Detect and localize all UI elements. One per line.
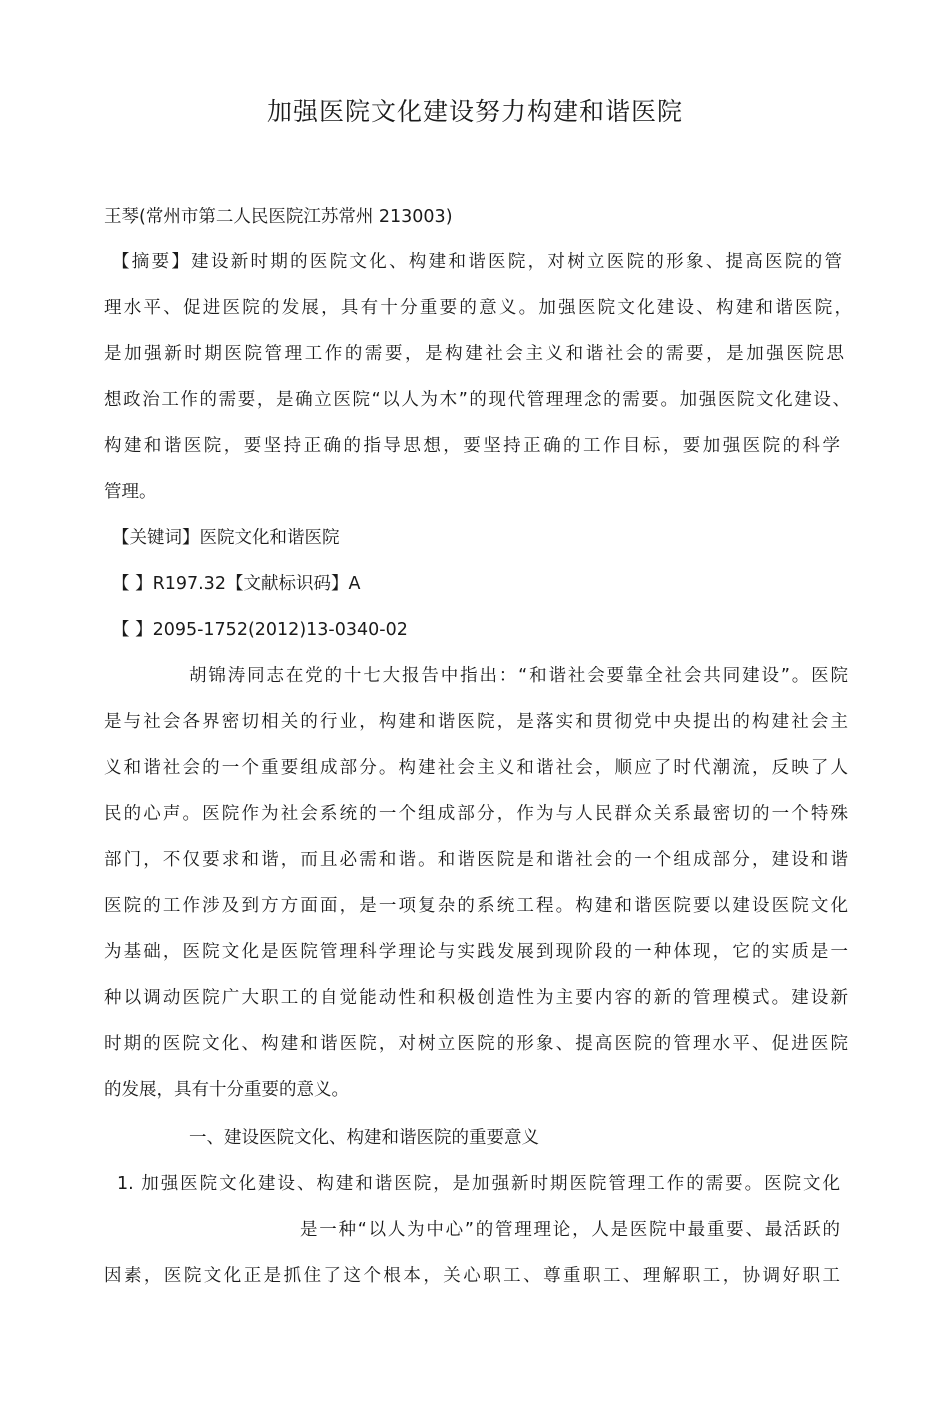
body-line: 部门，不仅要求和谐，而且必需和谐。和谐医院是和谐社会的一个组成部分，建设和谐 bbox=[104, 850, 848, 870]
abstract-line: 想政治工作的需要，是确立医院“以人为木”的现代管理理念的需要。加强医院文化建设、 bbox=[104, 390, 850, 410]
body-line: 医院的工作涉及到方方面面，是一项复杂的系统工程。构建和谐医院要以建设医院文化 bbox=[104, 896, 848, 916]
body-line: 为基础，医院文化是医院管理科学理论与实践发展到现阶段的一种体现，它的实质是一 bbox=[104, 942, 848, 962]
abstract-line: 管理。 bbox=[104, 482, 157, 502]
body-line: 胡锦涛同志在党的十七大报告中指出：“和谐社会要靠全社会共同建设”。医院 bbox=[189, 666, 848, 686]
classification-number: 【 】R197.32【文献标识码】A bbox=[112, 574, 361, 594]
point-line: 是一种“以人为中心”的管理理论，人是医院中最重要、最活跃的 bbox=[300, 1220, 840, 1240]
point-line: 1. 加强医院文化建设、构建和谐医院，是加强新时期医院管理工作的需要。医院文化 bbox=[117, 1174, 840, 1194]
article-id: 【 】2095-1752(2012)13-0340-02 bbox=[112, 620, 408, 640]
body-line: 种以调动医院广大职工的自觉能动性和积极创造性为主要内容的新的管理模式。建设新 bbox=[104, 988, 848, 1008]
abstract-line: 理水平、促进医院的发展，具有十分重要的意义。加强医院文化建设、构建和谐医院， bbox=[104, 298, 852, 318]
body-line: 义和谐社会的一个重要组成部分。构建社会主义和谐社会，顺应了时代潮流，反映了人 bbox=[104, 758, 848, 778]
keywords: 【关键词】医院文化和谐医院 bbox=[112, 528, 340, 548]
abstract-line: 构建和谐医院，要坚持正确的指导思想，要坚持正确的工作目标，要加强医院的科学 bbox=[104, 436, 840, 456]
point-line: 因素，医院文化正是抓住了这个根本，关心职工、尊重职工、理解职工，协调好职工 bbox=[104, 1266, 840, 1286]
abstract-line: 是加强新时期医院管理工作的需要，是构建社会主义和谐社会的需要，是加强医院思 bbox=[104, 344, 844, 364]
body-line: 的发展，具有十分重要的意义。 bbox=[104, 1080, 349, 1100]
body-line: 民的心声。医院作为社会系统的一个组成部分，作为与人民群众关系最密切的一个特殊 bbox=[104, 804, 848, 824]
author-affiliation: 王琴(常州市第二人民医院江苏常州 213003) bbox=[104, 207, 453, 227]
abstract-line: 【摘要】建设新时期的医院文化、构建和谐医院，对树立医院的形象、提高医院的管 bbox=[112, 252, 842, 272]
body-line: 是与社会各界密切相关的行业，构建和谐医院，是落实和贯彻党中央提出的构建社会主 bbox=[104, 712, 848, 732]
body-line: 时期的医院文化、构建和谐医院，对树立医院的形象、提高医院的管理水平、促进医院 bbox=[104, 1034, 848, 1054]
section-heading: 一、建设医院文化、构建和谐医院的重要意义 bbox=[189, 1128, 539, 1148]
document-title: 加强医院文化建设努力构建和谐医院 bbox=[266, 97, 683, 126]
